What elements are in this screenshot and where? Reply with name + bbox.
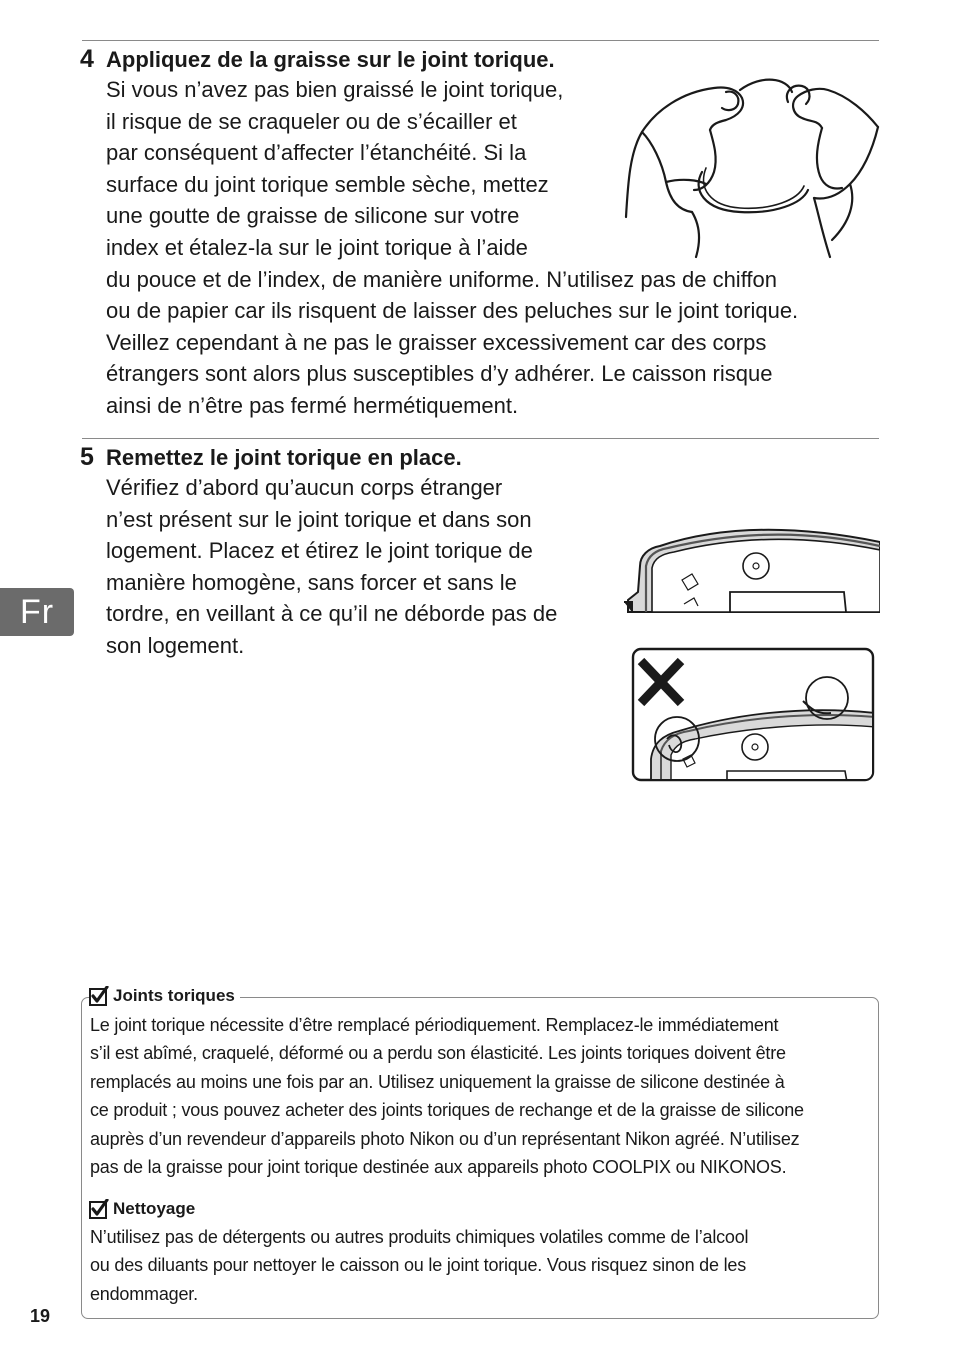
note-body-joints xyxy=(90,1011,804,1181)
step-4-line: Si vous n’avez pas bien graissé le joint torique, xyxy=(106,77,564,102)
note-line: Le joint torique nécessite d’être remplacé périodiquement. Remplacez-le immédiatement xyxy=(90,1015,779,1035)
step-4-line: surface du joint torique semble sèche, mettez xyxy=(106,171,549,197)
step-4-line: ainsi de n’être pas fermé hermétiquement. xyxy=(106,392,519,418)
note-heading-joints xyxy=(89,985,240,1007)
step-4-line: étrangers sont alors plus susceptibles d’y adhérer. Le caisson risque xyxy=(106,361,773,387)
step-4-line: Veillez cependant à ne pas le graisser excessivement car des corps xyxy=(106,329,767,355)
checkmark-icon xyxy=(89,986,109,1006)
note-line: auprès d’un revendeur d’appareils photo Nikon ou d’un représentant Nikon agréé. N’utilisez xyxy=(90,1128,800,1149)
note-line: remplacés au moins une fois par an. Utilisez uniquement la graisse de silicone destinée à xyxy=(90,1071,785,1092)
step-5-title: Remettez le joint torique en place. xyxy=(106,445,462,470)
section-divider-top xyxy=(82,40,879,41)
note-line: N’utilisez pas de détergents ou autres produits chimiques volatiles comme de l’alcool xyxy=(90,1227,749,1247)
step-5-line: tordre, en veillant à ce qu’il ne déborde pas de xyxy=(106,601,558,627)
section-divider-middle xyxy=(82,438,879,439)
language-tab-fr: Fr xyxy=(0,588,74,636)
step-5-line: logement. Placez et étirez le joint torique de xyxy=(106,538,533,564)
note-line: pas de la graisse pour joint torique destinée aux appareils photo COOLPIX ou NIKONOS. xyxy=(90,1156,787,1177)
step-4-line: ou de papier car ils risquent de laisser des peluches sur le joint torique. xyxy=(106,298,799,324)
step-4-line: du pouce et de l’index, de manière uniforme. N’utilisez pas de chiffon xyxy=(106,266,777,292)
step-4-line: par conséquent d’affecter l’étanchéité. Si la xyxy=(106,140,527,166)
note-line: endommager. xyxy=(90,1283,198,1304)
step-5-line: n’est présent sur le joint torique et dans son xyxy=(106,506,532,532)
note-line: ou des diluants pour nettoyer le caisson ou le joint torique. Vous risquez sinon de les xyxy=(90,1255,747,1276)
step-5-line: son logement. xyxy=(106,632,245,658)
step-5-body xyxy=(106,472,557,662)
step-5-number: 5 xyxy=(80,443,94,471)
note-heading-nettoyage xyxy=(89,1198,200,1220)
page-number: 19 xyxy=(30,1306,51,1326)
oring-top-arc xyxy=(740,80,792,92)
note-body-nettoyage xyxy=(90,1223,748,1308)
step-4-line: index et étalez-la sur le joint torique à l’aide xyxy=(106,234,528,260)
step-5-line: Vérifiez d’abord qu’aucun corps étranger xyxy=(106,475,503,500)
note-title-nettoyage: Nettoyage xyxy=(113,1199,196,1218)
step-5-line: manière homogène, sans forcer et sans le xyxy=(106,569,517,595)
checkmark-icon xyxy=(89,1199,109,1219)
step-4-line: il risque de se craqueler ou de s’écailler et xyxy=(106,108,517,134)
step-4-number: 4 xyxy=(80,45,94,73)
oring-correct-placement-illustration xyxy=(622,512,880,614)
step-4-line: une goutte de graisse de silicone sur votre xyxy=(106,203,520,229)
step-4-title: Appliquez de la graisse sur le joint torique. xyxy=(106,47,555,72)
oring-bottom-arc xyxy=(699,172,808,212)
oring-incorrect-placement-illustration xyxy=(631,647,875,782)
hands-greasing-oring-illustration xyxy=(622,72,882,262)
note-line: s’il est abîmé, craquelé, déformé ou a perdu son élasticité. Les joints toriques doivent être xyxy=(90,1043,786,1064)
note-title-joints: Joints toriques xyxy=(113,986,235,1005)
note-line: ce produit ; vous pouvez acheter des joints toriques de rechange et de la graisse de silicone xyxy=(90,1100,804,1121)
